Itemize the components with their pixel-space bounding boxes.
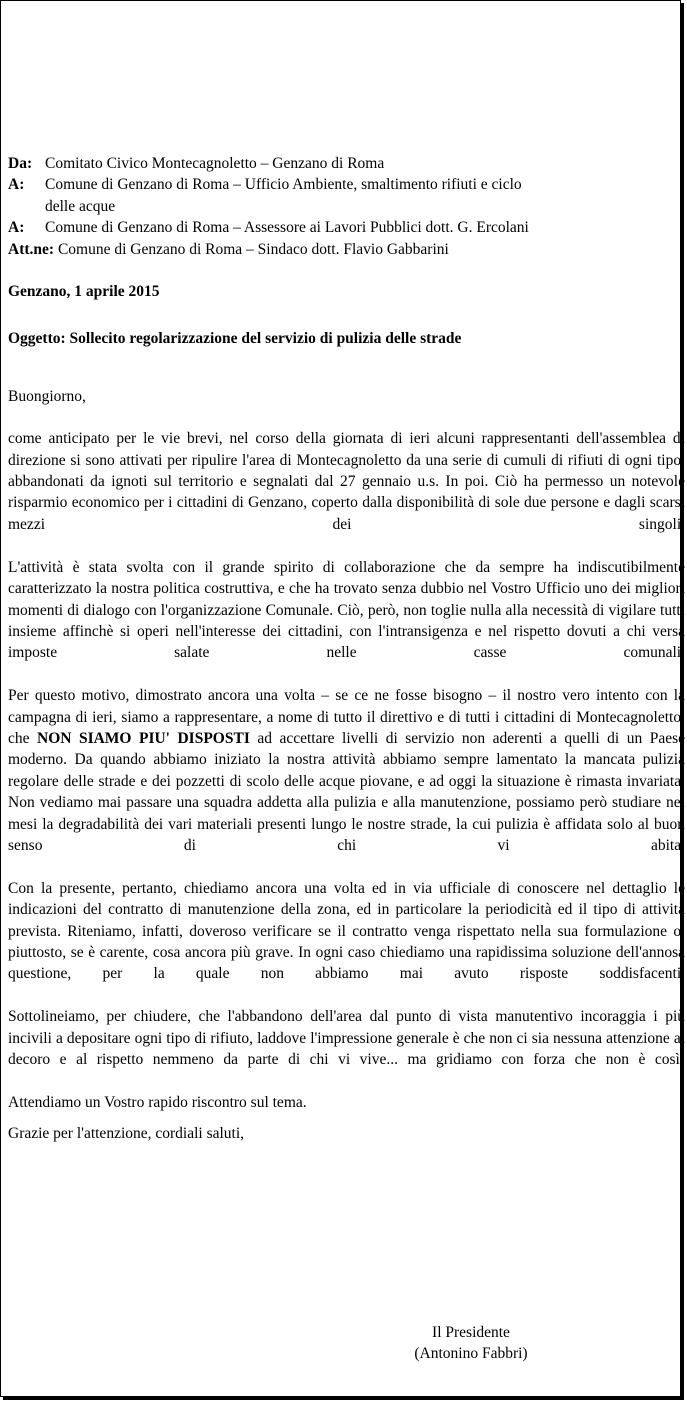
to2-value: Comune di Genzano di Roma – Assessore ai Lavori Pubblici dott. G. Ercolani	[45, 219, 529, 237]
paragraph-3-emphasis: NON SIAMO PIU' DISPOSTI	[37, 729, 250, 747]
paragraph-2: L'attività è stata svolta con il grande spirito di collaborazione che da sempre ha indiscutibilmente caratterizzato la nostra politica costruttiva, e che ha trovato senza dubbio nel Vostro Ufficio uno dei migliori momenti di dialogo con l'organizzazione Comunale. Ciò, però, non toglie nulla alla necessità di vigilare tutti insieme affinchè si operi nell'interesse dei cittadini, con l'intransigenza e nel rispetto dovuti a chi versa imposte salate nelle casse comunali.	[8, 558, 685, 662]
closing-line-1: Attendiamo un Vostro rapido riscontro sul tema.	[8, 1093, 307, 1111]
letter-body	[8, 153, 685, 1145]
paragraph-4: Con la presente, pertanto, chiediamo ancora una volta ed in via ufficiale di conoscere nel dettaglio le indicazioni del contratto di manutenzione della zona, ed in particolare la periodicità ed il tipo di attività prevista. Riteniamo, infatti, doveroso verificare se il contratto venga rispettato nella sua formulazione o, piuttosto, se è carente, cosa ancora più grave. In ogni caso chiediamo una rapidissima soluzione dell'annosa questione, per la quale non abbiamo mai avuto risposte soddisfacenti.	[8, 879, 685, 983]
paragraph-5: Sottolineiamo, per chiudere, che l'abbandono dell'area dal punto di vista manutentivo incoraggia i più incivili a depositare ogni tipo di rifiuto, laddove l'impressione generale è che non ci sia nessuna attenzione al decoro e al rispetto nemmeno da parte di chi vi vive... ma gridiamo con forza che non è così!	[8, 1008, 685, 1069]
from-label: Da:	[8, 155, 33, 172]
header-to-1	[8, 174, 685, 217]
paragraph-3	[8, 685, 685, 878]
signature-name: (Antonino Fabbri)	[414, 1345, 528, 1363]
attn-value: Comune di Genzano di Roma – Sindaco dott. Flavio Gabbarini	[54, 240, 449, 258]
header-from	[8, 153, 685, 174]
to1-label: A:	[8, 176, 25, 194]
letter-subject: Oggetto: Sollecito regolarizzazione del servizio di pulizia delle strade	[8, 330, 462, 348]
to1-value	[45, 174, 685, 217]
to2-label: A:	[8, 219, 25, 237]
letter-greeting: Buongiorno,	[8, 387, 86, 405]
to1-value-line1: Comune di Genzano di Roma – Ufficio Ambiente, smaltimento rifiuti e ciclo	[45, 176, 522, 194]
signature-block	[396, 1322, 546, 1365]
letter-date: Genzano, 1 aprile 2015	[8, 283, 160, 301]
paragraph-1: come anticipato per le vie brevi, nel corso della giornata di ieri alcuni rappresentanti dell'assemblea di direzione si sono attivati per ripulire l'area di Montecagnoletto da una serie di cumuli di rifiuti di ogni tipo, abbandonati da ignoti sul territorio e segnalati dal 27 gennaio u.s. In poi. Ciò ha permesso un notevole risparmio economico per i cittadini di Genzano, coperto dalla disponibilità di sole due persone e dagli scarsi mezzi dei singoli.	[8, 430, 685, 533]
header-to-2	[8, 217, 685, 238]
to1-value-line2: delle acque	[45, 197, 116, 215]
closing-line-2: Grazie per l'attenzione, cordiali saluti,	[8, 1125, 245, 1143]
signature-title: Il Presidente	[432, 1324, 510, 1341]
attn-label: Att.ne:	[8, 240, 55, 258]
from-value: Comitato Civico Montecagnoletto – Genzano di Roma	[45, 155, 385, 172]
paragraph-3-part2: ad accettare livelli di servizio non aderenti a quelli di un Paese moderno. Da quando abbiamo iniziato la nostra attività abbiamo sempre lamentato la mancata pulizia regolare delle strade e dei pozzetti di scolo delle acque piovane, e ad oggi la situazione è rimasta invariata. Non vediamo mai passare una squadra addetta alla pulizia e alla manutenzione, possiamo però studiare nei mesi la degradabilità dei vari materiali presenti lungo le nostre strade, la cui pulizia è affidata solo al buon senso di chi vi abita.	[8, 729, 686, 854]
paragraph-3-part1: Per questo motivo, dimostrato ancora una volta – se ce ne fosse bisogno – il nostro vero intento con la campagna di ieri, siamo a rappresentare, a nome di tutto il direttivo e di tutti i cittadini di Montecagnoletto, che	[8, 687, 685, 747]
header-attn	[8, 239, 685, 260]
